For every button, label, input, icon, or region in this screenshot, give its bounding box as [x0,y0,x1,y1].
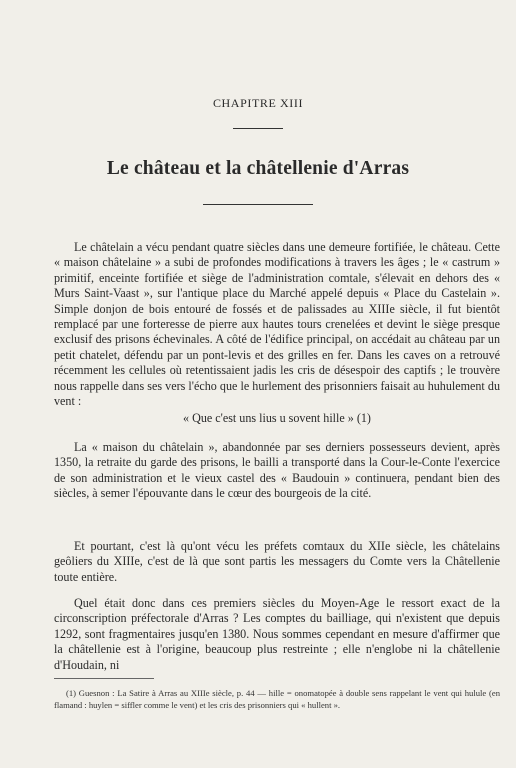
footnote-text: (1) Guesnon : La Satire à Arras au XIIIe siècle, p. 44 — hille = onomatopée à double sens rappelant le vent qui hulule (en flamand : huylen = siffler comme le vent) et les cris des prisonniers qui « hullent ». [54,688,500,710]
chapter-heading: CHAPITRE XIII [212,96,304,110]
body-block-4 [54,596,500,673]
body-block-3 [54,539,500,585]
title-rule [203,204,313,205]
body-block-1 [54,240,500,409]
body-block-2 [54,440,500,502]
verse-quote: « Que c'est uns lius u sovent hille » (1) [183,411,371,425]
paragraph-1: Le châtelain a vécu pendant quatre siècles dans une demeure fortifiée, le château. Cette « maison châtelaine » a subi de profondes modifications à travers les âges ; le « castrum » primitif, enceinte fortifiée et siège de l'administration comtale, s'élevait en dehors des « Murs Saint-Vaast », sur l'antique place du Marché appelé depuis « Place du Castelain ». Simple donjon de bois entouré de fossés et de palissades au XIIIe siècle, il fut bientôt remplacé par une forteresse de pierre aux hautes tours crenelées et devint le siège presque exclusif des prisons échevinales. A côté de l'édifice principal, on accédait au château par un petit chatelet, défendu par un pont-levis et des grilles en fer. Dans les caves on a retrouvé récemment les cellules où retentissaient jadis les cris de désespoir des captifs ; le trouvère nous rappelle dans ses vers l'écho que le hurlement des prisonniers faisait au huhulement du vent : [54,240,500,409]
chapter-rule [233,128,283,129]
footnote-rule [54,678,154,679]
paragraph-4: Quel était donc dans ces premiers siècles du Moyen-Age le ressort exact de la circonscription préfectorale d'Arras ? Les comptes du bailliage, qui n'existent que depuis 1292, sont fragmentaires jusqu'en 1380. Nous sommes cependant en mesure d'affirmer que la châtellenie est à l'origine, beaucoup plus restreinte ; elle n'englobe ni la châtellenie d'Houdain, ni [54,596,500,672]
footnote [54,688,500,711]
paragraph-2: La « maison du châtelain », abandonnée par ses derniers possesseurs devient, après 1350, la retraite du garde des prisons, le bailli a transporté dans la Cour-le-Conte l'exercice de son administration et le vieux castel des « Baudouin » continuera, pendant bien des siècles, à semer l'épouvante dans le cœur des bourgeois de la cité. [54,440,500,501]
paragraph-3: Et pourtant, c'est là qu'ont vécu les préfets comtaux du XIIe siècle, les châtelains geôliers du XIIIe, c'est de là que sont partis les messagers du Comte vers la Châtellenie toute entière. [54,539,500,584]
chapter-title: Le château et la châtellenie d'Arras [106,158,410,179]
